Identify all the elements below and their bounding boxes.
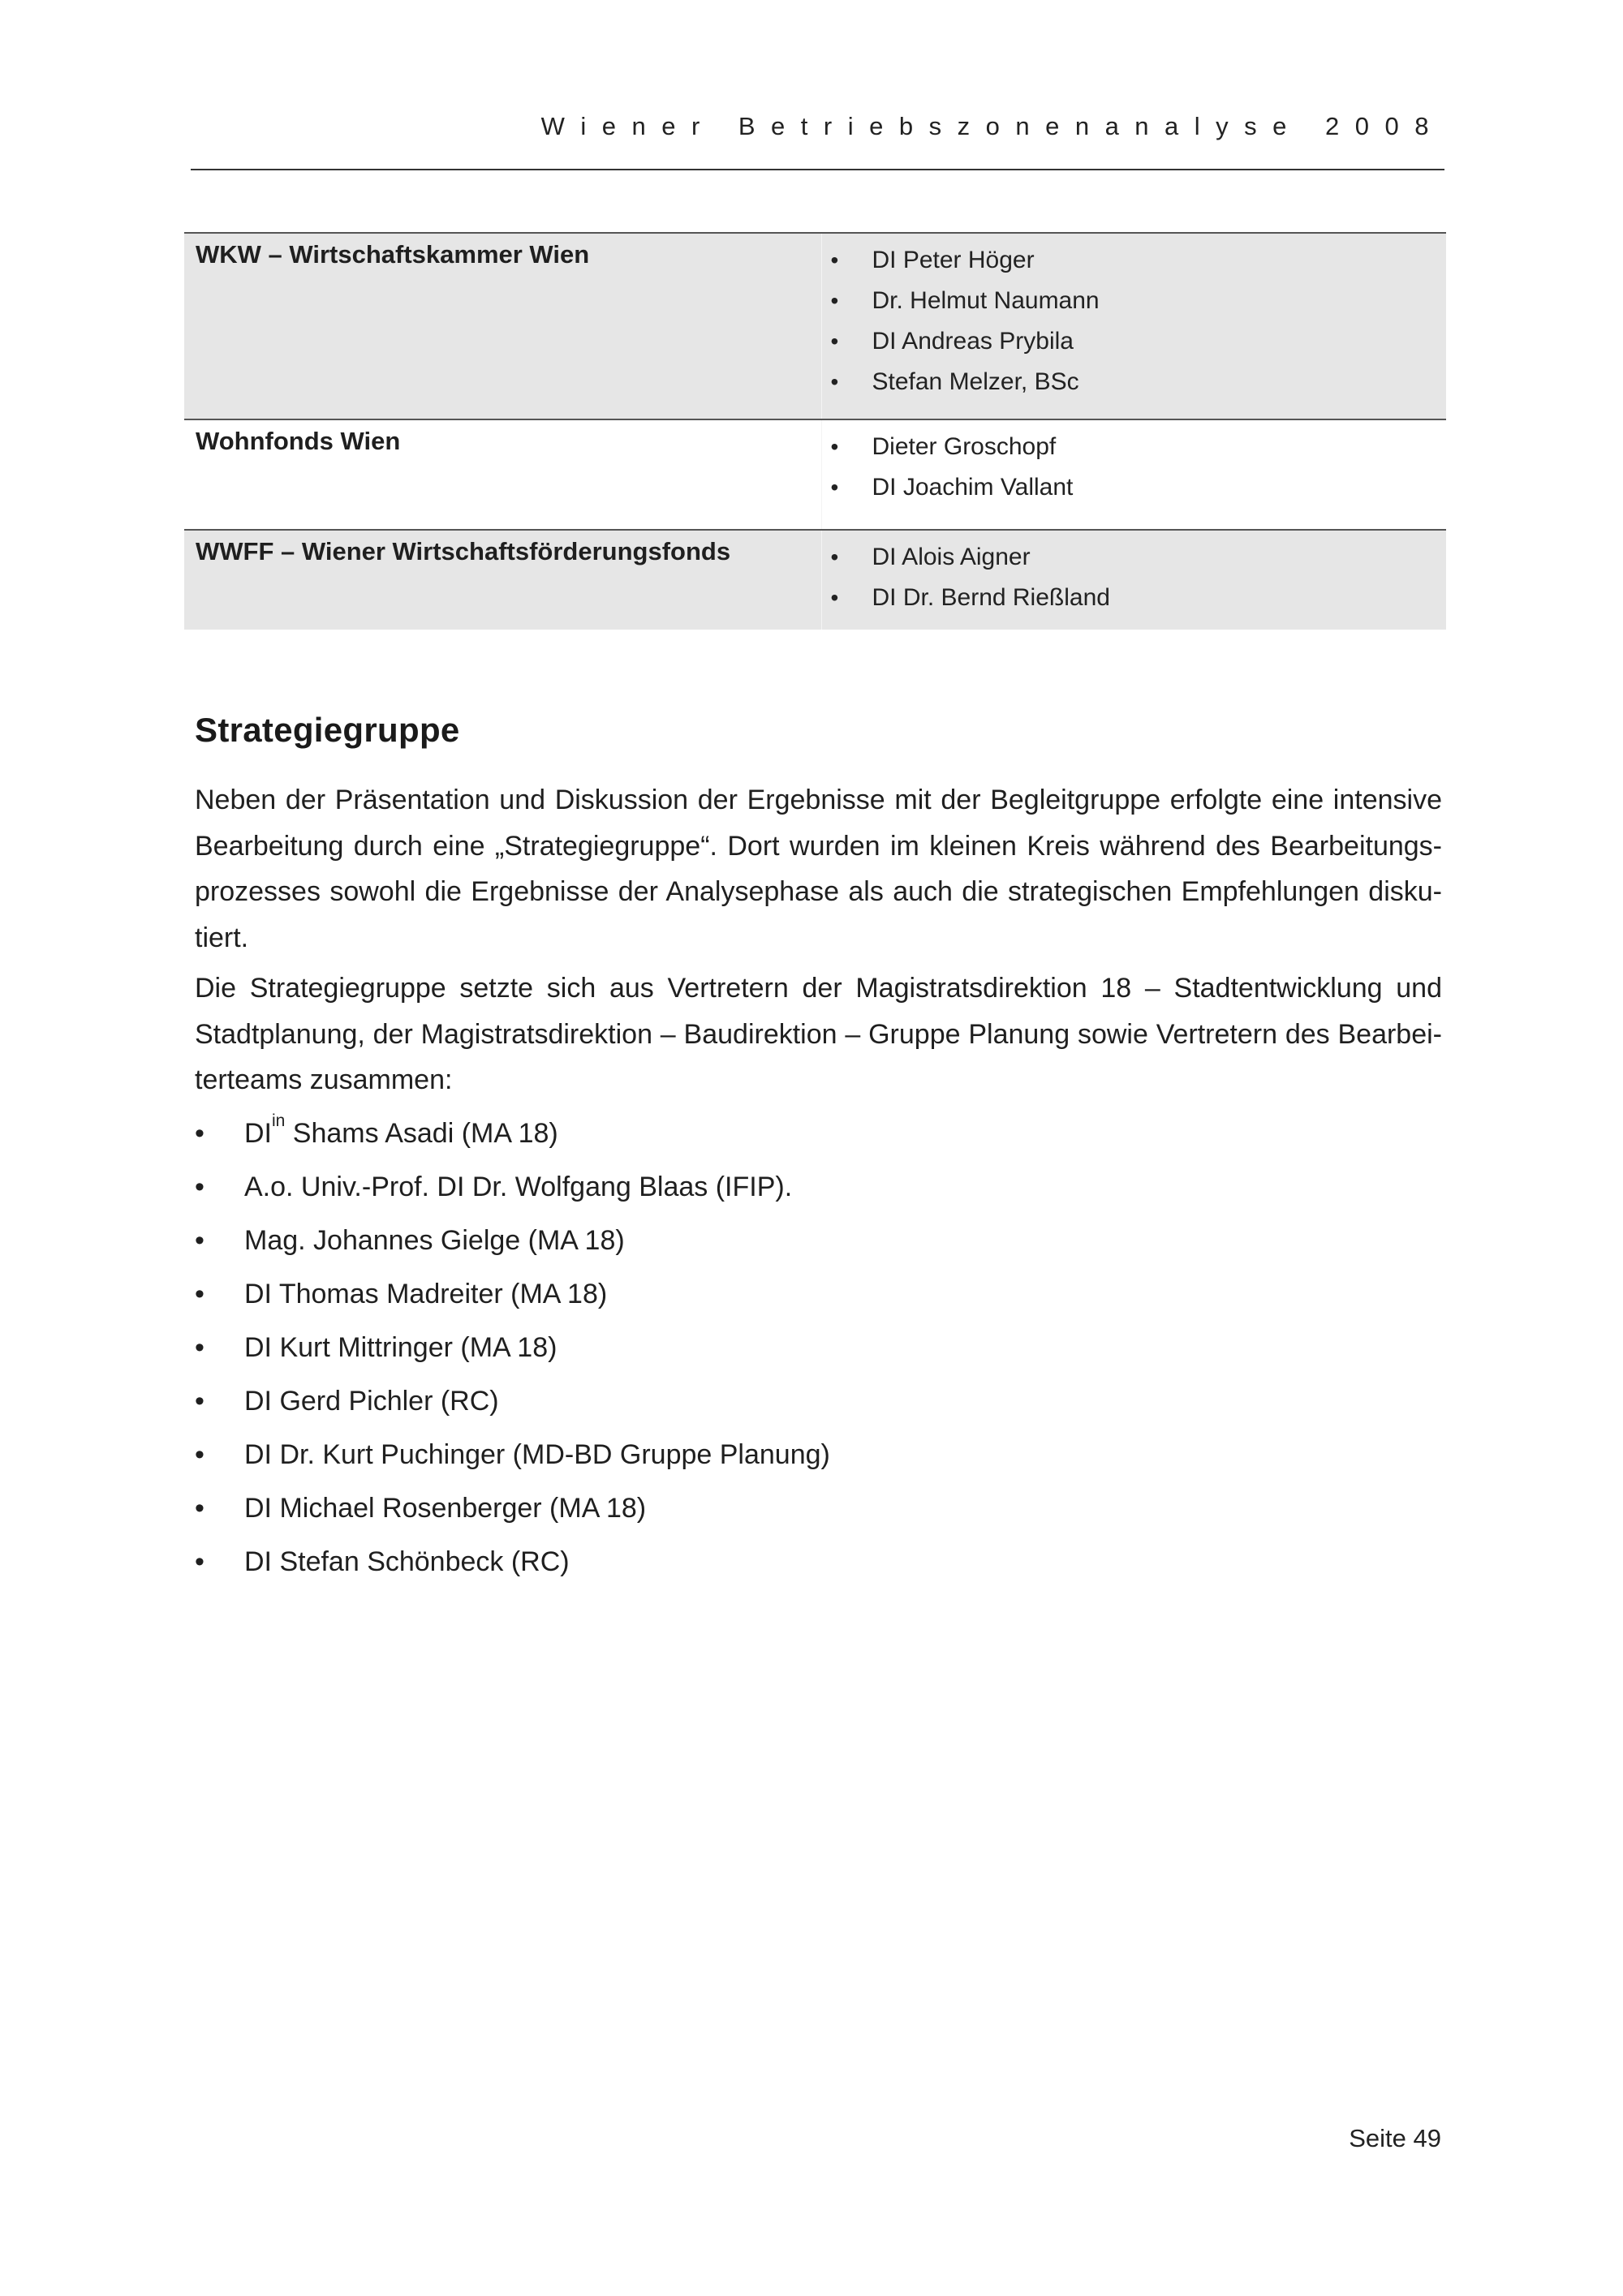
member-name: A.o. Univ.-Prof. DI Dr. Wolfgang Blaas (IFIP). [244, 1172, 793, 1202]
composition-paragraph: Die Strategiegruppe setzte sich aus Vertretern der Magistratsdirektion 18 – Stadtentwicklung und Stadtplanung, der Magistratsdirektion – Baudirektion – Gruppe Planung sowie Vertretern des Bearbei-terteams zusammen: [195, 973, 1442, 1095]
table-row [184, 530, 1446, 630]
list-item: • DI Joachim Vallant [822, 467, 1447, 508]
table-row [184, 419, 1446, 530]
title-superscript: in [272, 1111, 286, 1130]
member-name: DI Michael Rosenberger (MA 18) [244, 1493, 647, 1524]
member-name: DI Gerd Pichler (RC) [244, 1386, 499, 1417]
representatives [821, 530, 1446, 630]
title-prefix: DI [244, 1118, 272, 1149]
strategy-group-members [195, 1109, 1442, 1591]
list-item: • Stefan Melzer, BSc [822, 362, 1447, 402]
organisation-name: WKW – Wirtschaftskammer Wien [184, 233, 821, 419]
member-name: DI Kurt Mittringer (MA 18) [244, 1332, 558, 1363]
page-number: Seite 49 [1349, 2124, 1441, 2152]
running-header: Wiener Betriebszonenanalyse 2008 [540, 112, 1444, 140]
list-item [195, 1377, 1442, 1430]
member-name: Mag. Johannes Gielge (MA 18) [244, 1225, 625, 1256]
header-rule [191, 169, 1444, 170]
member-name: DI Dr. Kurt Puchinger (MD-BD Gruppe Planung) [244, 1439, 830, 1470]
list-item: • Dr. Helmut Naumann [822, 281, 1447, 321]
list-item: • DI Dr. Bernd Rießland [822, 578, 1447, 618]
list-item [195, 1270, 1442, 1323]
representatives [821, 419, 1446, 530]
intro-paragraph: Neben der Präsentation und Diskussion der Ergebnisse mit der Begleitgruppe erfolgte eine intensive Bearbeitung durch eine „Strategiegruppe“. Dort wurden im kleinen Kreis während des Bearbeitungs-prozesses sowohl die Ergebnisse der Analysephase als auch die strategischen Empfehlungen disku-tiert. [195, 785, 1442, 953]
member-name: DI Thomas Madreiter (MA 18) [244, 1279, 608, 1309]
list-item [195, 1537, 1442, 1591]
organisation-name: Wohnfonds Wien [196, 427, 401, 455]
representative-list [822, 427, 1447, 508]
member-name: DI Stefan Schönbeck (RC) [244, 1546, 570, 1577]
list-item [195, 1163, 1442, 1216]
representatives [821, 233, 1446, 419]
list-item [195, 1109, 1442, 1163]
list-item: • DI Alois Aigner [822, 537, 1447, 578]
representative-list [822, 537, 1447, 618]
list-item: • Dieter Groschopf [822, 427, 1447, 467]
representative-list [822, 240, 1447, 402]
section-heading: Strategiegruppe [195, 711, 460, 749]
list-item: • DI Andreas Prybila [822, 321, 1447, 362]
list-item [195, 1430, 1442, 1484]
list-item [195, 1216, 1442, 1270]
table-row [184, 233, 1446, 419]
member-name: Shams Asadi (MA 18) [285, 1118, 558, 1149]
list-item: • DI Peter Höger [822, 240, 1447, 281]
list-item [195, 1484, 1442, 1537]
list-item [195, 1323, 1442, 1377]
members-table [184, 232, 1446, 630]
organisation-name: WWFF – Wiener Wirtschaftsförderungsfonds [184, 530, 821, 630]
